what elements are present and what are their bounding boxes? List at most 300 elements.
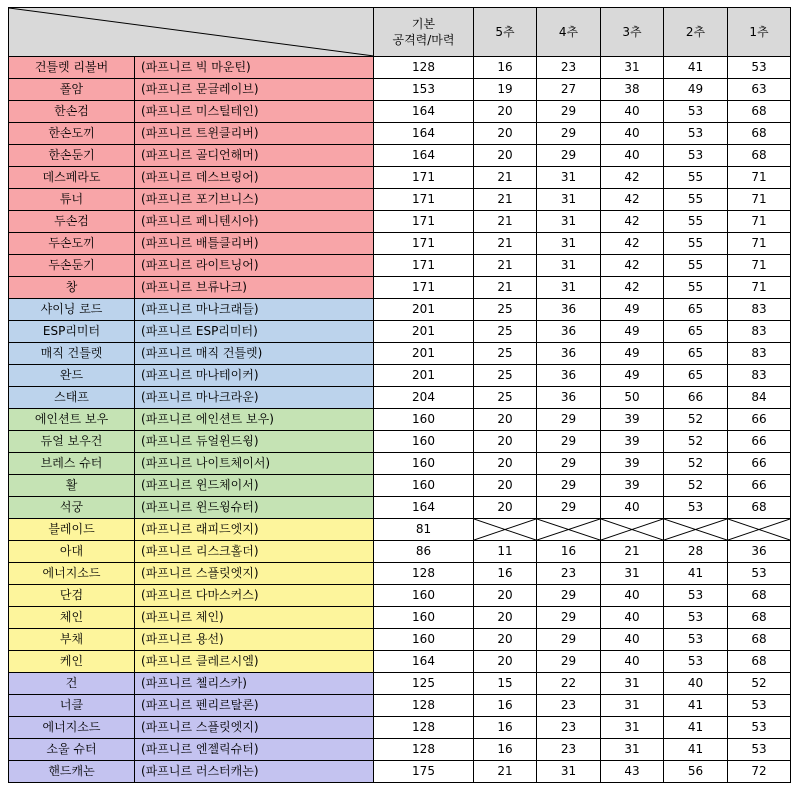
item-name-cell: (파프니르 라이트닝어) <box>135 255 374 277</box>
table-row <box>9 57 791 79</box>
bonus-value-cell: 36 <box>537 321 601 343</box>
weapon-type-cell: 창 <box>9 277 135 299</box>
bonus-value-cell: 41 <box>664 563 728 585</box>
item-name-cell: (파프니르 문글레이브) <box>135 79 374 101</box>
base-attack-cell: 164 <box>374 101 474 123</box>
bonus-value-cell: 20 <box>474 651 537 673</box>
bonus-value-cell: 31 <box>601 673 664 695</box>
bonus-value-cell: 31 <box>601 739 664 761</box>
base-attack-cell: 171 <box>374 255 474 277</box>
weapon-type-cell: 한손검 <box>9 101 135 123</box>
bonus-value-cell: 63 <box>728 79 791 101</box>
bonus-value-cell: 29 <box>537 629 601 651</box>
bonus-value-cell: 16 <box>474 739 537 761</box>
bonus-value-cell: 20 <box>474 453 537 475</box>
base-attack-cell: 160 <box>374 409 474 431</box>
table-row <box>9 101 791 123</box>
bonus-value-cell: 53 <box>728 57 791 79</box>
bonus-value-cell: 31 <box>601 563 664 585</box>
bonus-value-cell: 29 <box>537 497 601 519</box>
table-row <box>9 167 791 189</box>
bonus-value-cell: 25 <box>474 343 537 365</box>
bonus-value-cell: 16 <box>537 541 601 563</box>
base-attack-cell: 171 <box>374 189 474 211</box>
bonus-value-cell: 15 <box>474 673 537 695</box>
bonus-value-cell: 31 <box>601 717 664 739</box>
item-name-cell: (파프니르 빅 마운틴) <box>135 57 374 79</box>
header-base-line1: 기본 <box>411 17 436 31</box>
weapon-type-cell: 아대 <box>9 541 135 563</box>
bonus-value-cell: 53 <box>728 563 791 585</box>
table-row <box>9 431 791 453</box>
item-name-cell: (파프니르 윈드체이서) <box>135 475 374 497</box>
table-row <box>9 717 791 739</box>
table-row <box>9 79 791 101</box>
bonus-value-cell: 23 <box>537 57 601 79</box>
bonus-value-cell: 40 <box>601 607 664 629</box>
item-name-cell: (파프니르 마나크래들) <box>135 299 374 321</box>
bonus-value-cell: 49 <box>601 299 664 321</box>
bonus-value-cell: 40 <box>601 123 664 145</box>
bonus-value-cell: 16 <box>474 57 537 79</box>
bonus-value-cell: 52 <box>664 409 728 431</box>
bonus-value-cell: 21 <box>601 541 664 563</box>
item-name-cell: (파프니르 배틀클리버) <box>135 233 374 255</box>
item-name-cell: (파프니르 미스틸테인) <box>135 101 374 123</box>
item-name-cell: (파프니르 첼리스카) <box>135 673 374 695</box>
header-level-4: 4추 <box>537 8 601 57</box>
bonus-value-cell: 71 <box>728 167 791 189</box>
bonus-value-cell: 68 <box>728 629 791 651</box>
bonus-value-cell: 16 <box>474 563 537 585</box>
bonus-value-cell: 31 <box>537 167 601 189</box>
bonus-value-cell: 71 <box>728 277 791 299</box>
base-attack-cell: 164 <box>374 497 474 519</box>
bonus-value-cell: 31 <box>537 189 601 211</box>
bonus-value-cell: 20 <box>474 431 537 453</box>
table-row <box>9 211 791 233</box>
item-name-cell: (파프니르 다마스커스) <box>135 585 374 607</box>
base-attack-cell: 160 <box>374 629 474 651</box>
bonus-value-cell: 20 <box>474 475 537 497</box>
bonus-value-cell: 29 <box>537 145 601 167</box>
bonus-value-cell: 41 <box>664 57 728 79</box>
bonus-value-cell: 21 <box>474 761 537 783</box>
bonus-value-cell: 40 <box>601 497 664 519</box>
bonus-value-cell: 55 <box>664 255 728 277</box>
bonus-value-cell: 40 <box>601 101 664 123</box>
weapon-type-cell: 튜너 <box>9 189 135 211</box>
bonus-value-cell: 49 <box>664 79 728 101</box>
base-attack-cell: 128 <box>374 563 474 585</box>
bonus-value-cell: 65 <box>664 343 728 365</box>
table-row <box>9 299 791 321</box>
item-name-cell: (파프니르 트윈클리버) <box>135 123 374 145</box>
weapon-type-cell: 핸드캐논 <box>9 761 135 783</box>
bonus-value-cell: 21 <box>474 189 537 211</box>
table-row <box>9 629 791 651</box>
empty-crossed-cell <box>664 519 728 541</box>
item-name-cell: (파프니르 매직 건틀렛) <box>135 343 374 365</box>
bonus-value-cell: 42 <box>601 189 664 211</box>
base-attack-cell: 164 <box>374 651 474 673</box>
bonus-value-cell: 52 <box>664 453 728 475</box>
bonus-value-cell: 66 <box>728 431 791 453</box>
weapon-type-cell: 두손도끼 <box>9 233 135 255</box>
item-name-cell: (파프니르 마나크라운) <box>135 387 374 409</box>
bonus-value-cell: 21 <box>474 255 537 277</box>
bonus-value-cell: 29 <box>537 453 601 475</box>
item-name-cell: (파프니르 체인) <box>135 607 374 629</box>
base-attack-cell: 171 <box>374 167 474 189</box>
item-name-cell: (파프니르 스플릿엣지) <box>135 563 374 585</box>
table-row <box>9 387 791 409</box>
table-row <box>9 255 791 277</box>
item-name-cell: (파프니르 리스크홀더) <box>135 541 374 563</box>
bonus-value-cell: 41 <box>664 717 728 739</box>
bonus-value-cell: 21 <box>474 277 537 299</box>
bonus-value-cell: 31 <box>537 761 601 783</box>
bonus-value-cell: 29 <box>537 123 601 145</box>
weapon-type-cell: 소울 슈터 <box>9 739 135 761</box>
item-name-cell: (파프니르 듀얼윈드윙) <box>135 431 374 453</box>
base-attack-cell: 86 <box>374 541 474 563</box>
bonus-value-cell: 72 <box>728 761 791 783</box>
bonus-value-cell: 29 <box>537 607 601 629</box>
weapon-type-cell: 단검 <box>9 585 135 607</box>
weapon-type-cell: 두손검 <box>9 211 135 233</box>
weapon-type-cell: 활 <box>9 475 135 497</box>
base-attack-cell: 201 <box>374 321 474 343</box>
base-attack-cell: 175 <box>374 761 474 783</box>
item-name-cell: (파프니르 포기브니스) <box>135 189 374 211</box>
bonus-value-cell: 40 <box>601 651 664 673</box>
bonus-value-cell: 65 <box>664 365 728 387</box>
empty-crossed-cell <box>601 519 664 541</box>
bonus-value-cell: 36 <box>537 365 601 387</box>
bonus-value-cell: 42 <box>601 277 664 299</box>
bonus-value-cell: 66 <box>728 453 791 475</box>
bonus-value-cell: 25 <box>474 365 537 387</box>
item-name-cell: (파프니르 마나테이커) <box>135 365 374 387</box>
bonus-value-cell: 21 <box>474 167 537 189</box>
bonus-value-cell: 84 <box>728 387 791 409</box>
fafnir-weapon-stats-table <box>8 7 791 783</box>
bonus-value-cell: 29 <box>537 585 601 607</box>
table-row <box>9 123 791 145</box>
bonus-value-cell: 23 <box>537 695 601 717</box>
table-row <box>9 475 791 497</box>
bonus-value-cell: 31 <box>601 57 664 79</box>
bonus-value-cell: 23 <box>537 563 601 585</box>
base-attack-cell: 160 <box>374 453 474 475</box>
bonus-value-cell: 41 <box>664 695 728 717</box>
item-name-cell: (파프니르 브류나크) <box>135 277 374 299</box>
weapon-type-cell: 폴암 <box>9 79 135 101</box>
bonus-value-cell: 31 <box>601 695 664 717</box>
base-attack-cell: 164 <box>374 145 474 167</box>
weapon-type-cell: 한손둔기 <box>9 145 135 167</box>
item-name-cell: (파프니르 래피드엣지) <box>135 519 374 541</box>
bonus-value-cell: 39 <box>601 475 664 497</box>
bonus-value-cell: 16 <box>474 695 537 717</box>
bonus-value-cell: 83 <box>728 365 791 387</box>
table-row <box>9 607 791 629</box>
bonus-value-cell: 68 <box>728 585 791 607</box>
weapon-type-cell: 에인션트 보우 <box>9 409 135 431</box>
bonus-value-cell: 71 <box>728 255 791 277</box>
bonus-value-cell: 40 <box>664 673 728 695</box>
bonus-value-cell: 40 <box>601 145 664 167</box>
bonus-value-cell: 31 <box>537 277 601 299</box>
bonus-value-cell: 42 <box>601 255 664 277</box>
bonus-value-cell: 20 <box>474 145 537 167</box>
weapon-type-cell: 건 <box>9 673 135 695</box>
table-row <box>9 233 791 255</box>
bonus-value-cell: 29 <box>537 101 601 123</box>
bonus-value-cell: 42 <box>601 233 664 255</box>
cross-out-icon <box>664 519 727 540</box>
weapon-type-cell: 건틀렛 리볼버 <box>9 57 135 79</box>
bonus-value-cell: 42 <box>601 167 664 189</box>
base-attack-cell: 164 <box>374 123 474 145</box>
bonus-value-cell: 40 <box>601 585 664 607</box>
bonus-value-cell: 66 <box>664 387 728 409</box>
table-row <box>9 651 791 673</box>
bonus-value-cell: 68 <box>728 497 791 519</box>
header-corner-cell <box>9 8 374 57</box>
bonus-value-cell: 23 <box>537 739 601 761</box>
bonus-value-cell: 83 <box>728 299 791 321</box>
header-row <box>9 8 791 57</box>
item-name-cell: (파프니르 에인션트 보우) <box>135 409 374 431</box>
weapon-type-cell: 블레이드 <box>9 519 135 541</box>
item-name-cell: (파프니르 클레르시엘) <box>135 651 374 673</box>
base-attack-cell: 128 <box>374 57 474 79</box>
item-name-cell: (파프니르 윈드윙슈터) <box>135 497 374 519</box>
bonus-value-cell: 23 <box>537 717 601 739</box>
bonus-value-cell: 29 <box>537 409 601 431</box>
bonus-value-cell: 49 <box>601 343 664 365</box>
bonus-value-cell: 52 <box>664 431 728 453</box>
bonus-value-cell: 53 <box>664 497 728 519</box>
bonus-value-cell: 11 <box>474 541 537 563</box>
bonus-value-cell: 25 <box>474 299 537 321</box>
bonus-value-cell: 65 <box>664 299 728 321</box>
table-row <box>9 761 791 783</box>
table-row <box>9 739 791 761</box>
header-level-3: 3추 <box>601 8 664 57</box>
bonus-value-cell: 41 <box>664 739 728 761</box>
bonus-value-cell: 55 <box>664 233 728 255</box>
header-level-2: 2추 <box>664 8 728 57</box>
item-name-cell: (파프니르 러스터캐논) <box>135 761 374 783</box>
item-name-cell: (파프니르 골디언해머) <box>135 145 374 167</box>
weapon-type-cell: 데스페라도 <box>9 167 135 189</box>
bonus-value-cell: 31 <box>537 233 601 255</box>
weapon-type-cell: 에너지소드 <box>9 717 135 739</box>
header-level-5: 5추 <box>474 8 537 57</box>
table-row <box>9 321 791 343</box>
weapon-type-cell: 브레스 슈터 <box>9 453 135 475</box>
bonus-value-cell: 29 <box>537 651 601 673</box>
base-attack-cell: 81 <box>374 519 474 541</box>
bonus-value-cell: 53 <box>664 607 728 629</box>
base-attack-cell: 160 <box>374 607 474 629</box>
bonus-value-cell: 39 <box>601 431 664 453</box>
bonus-value-cell: 36 <box>537 299 601 321</box>
bonus-value-cell: 19 <box>474 79 537 101</box>
table-row <box>9 453 791 475</box>
table-row <box>9 189 791 211</box>
base-attack-cell: 204 <box>374 387 474 409</box>
bonus-value-cell: 39 <box>601 453 664 475</box>
bonus-value-cell: 43 <box>601 761 664 783</box>
bonus-value-cell: 55 <box>664 189 728 211</box>
bonus-value-cell: 49 <box>601 365 664 387</box>
bonus-value-cell: 55 <box>664 167 728 189</box>
base-attack-cell: 171 <box>374 277 474 299</box>
item-name-cell: (파프니르 용선) <box>135 629 374 651</box>
bonus-value-cell: 68 <box>728 101 791 123</box>
bonus-value-cell: 28 <box>664 541 728 563</box>
item-name-cell: (파프니르 나이트체이서) <box>135 453 374 475</box>
base-attack-cell: 153 <box>374 79 474 101</box>
bonus-value-cell: 68 <box>728 607 791 629</box>
base-attack-cell: 171 <box>374 211 474 233</box>
bonus-value-cell: 52 <box>664 475 728 497</box>
bonus-value-cell: 40 <box>601 629 664 651</box>
base-attack-cell: 125 <box>374 673 474 695</box>
bonus-value-cell: 20 <box>474 629 537 651</box>
table-body <box>9 57 791 783</box>
weapon-type-cell: 두손둔기 <box>9 255 135 277</box>
table-row <box>9 365 791 387</box>
base-attack-cell: 128 <box>374 695 474 717</box>
weapon-type-cell: 한손도끼 <box>9 123 135 145</box>
bonus-value-cell: 66 <box>728 409 791 431</box>
bonus-value-cell: 53 <box>728 717 791 739</box>
bonus-value-cell: 53 <box>664 145 728 167</box>
item-name-cell: (파프니르 스플릿엣지) <box>135 717 374 739</box>
bonus-value-cell: 65 <box>664 321 728 343</box>
cross-out-icon <box>474 519 536 540</box>
bonus-value-cell: 53 <box>664 585 728 607</box>
table-row <box>9 695 791 717</box>
base-attack-cell: 128 <box>374 717 474 739</box>
bonus-value-cell: 20 <box>474 101 537 123</box>
weapon-type-cell: 체인 <box>9 607 135 629</box>
bonus-value-cell: 53 <box>664 651 728 673</box>
empty-crossed-cell <box>537 519 601 541</box>
empty-crossed-cell <box>728 519 791 541</box>
cross-out-icon <box>601 519 663 540</box>
bonus-value-cell: 20 <box>474 123 537 145</box>
table-row <box>9 519 791 541</box>
bonus-value-cell: 53 <box>664 101 728 123</box>
bonus-value-cell: 71 <box>728 189 791 211</box>
table-row <box>9 145 791 167</box>
bonus-value-cell: 53 <box>728 739 791 761</box>
bonus-value-cell: 27 <box>537 79 601 101</box>
bonus-value-cell: 22 <box>537 673 601 695</box>
bonus-value-cell: 68 <box>728 145 791 167</box>
base-attack-cell: 201 <box>374 365 474 387</box>
table-row <box>9 585 791 607</box>
table-row <box>9 563 791 585</box>
item-name-cell: (파프니르 엔젤릭슈터) <box>135 739 374 761</box>
bonus-value-cell: 55 <box>664 277 728 299</box>
item-name-cell: (파프니르 ESP리미터) <box>135 321 374 343</box>
bonus-value-cell: 21 <box>474 211 537 233</box>
bonus-value-cell: 50 <box>601 387 664 409</box>
table-row <box>9 409 791 431</box>
item-name-cell: (파프니르 데스브링어) <box>135 167 374 189</box>
item-name-cell: (파프니르 페니텐시아) <box>135 211 374 233</box>
table-row <box>9 497 791 519</box>
weapon-type-cell: ESP리미터 <box>9 321 135 343</box>
bonus-value-cell: 42 <box>601 211 664 233</box>
bonus-value-cell: 20 <box>474 585 537 607</box>
bonus-value-cell: 39 <box>601 409 664 431</box>
base-attack-cell: 160 <box>374 475 474 497</box>
weapon-type-cell: 매직 건틀렛 <box>9 343 135 365</box>
bonus-value-cell: 31 <box>537 211 601 233</box>
cross-out-icon <box>728 519 790 540</box>
bonus-value-cell: 53 <box>664 123 728 145</box>
base-attack-cell: 160 <box>374 431 474 453</box>
table-row <box>9 673 791 695</box>
bonus-value-cell: 36 <box>537 387 601 409</box>
header-level-1: 1추 <box>728 8 791 57</box>
bonus-value-cell: 52 <box>728 673 791 695</box>
bonus-value-cell: 29 <box>537 475 601 497</box>
base-attack-cell: 171 <box>374 233 474 255</box>
item-name-cell: (파프니르 펜리르탈론) <box>135 695 374 717</box>
bonus-value-cell: 71 <box>728 233 791 255</box>
bonus-value-cell: 71 <box>728 211 791 233</box>
bonus-value-cell: 20 <box>474 497 537 519</box>
bonus-value-cell: 36 <box>728 541 791 563</box>
bonus-value-cell: 53 <box>728 695 791 717</box>
bonus-value-cell: 66 <box>728 475 791 497</box>
bonus-value-cell: 68 <box>728 123 791 145</box>
base-attack-cell: 201 <box>374 299 474 321</box>
weapon-type-cell: 샤이닝 로드 <box>9 299 135 321</box>
bonus-value-cell: 53 <box>664 629 728 651</box>
table-row <box>9 541 791 563</box>
bonus-value-cell: 25 <box>474 321 537 343</box>
weapon-type-cell: 스태프 <box>9 387 135 409</box>
bonus-value-cell: 29 <box>537 431 601 453</box>
bonus-value-cell: 56 <box>664 761 728 783</box>
weapon-type-cell: 부채 <box>9 629 135 651</box>
weapon-type-cell: 에너지소드 <box>9 563 135 585</box>
weapon-type-cell: 너클 <box>9 695 135 717</box>
bonus-value-cell: 55 <box>664 211 728 233</box>
bonus-value-cell: 68 <box>728 651 791 673</box>
diagonal-line-icon <box>9 8 374 56</box>
stats-table-wrapper <box>8 7 791 783</box>
bonus-value-cell: 31 <box>537 255 601 277</box>
bonus-value-cell: 20 <box>474 409 537 431</box>
base-attack-cell: 160 <box>374 585 474 607</box>
bonus-value-cell: 83 <box>728 343 791 365</box>
bonus-value-cell: 21 <box>474 233 537 255</box>
bonus-value-cell: 83 <box>728 321 791 343</box>
weapon-type-cell: 완드 <box>9 365 135 387</box>
bonus-value-cell: 38 <box>601 79 664 101</box>
